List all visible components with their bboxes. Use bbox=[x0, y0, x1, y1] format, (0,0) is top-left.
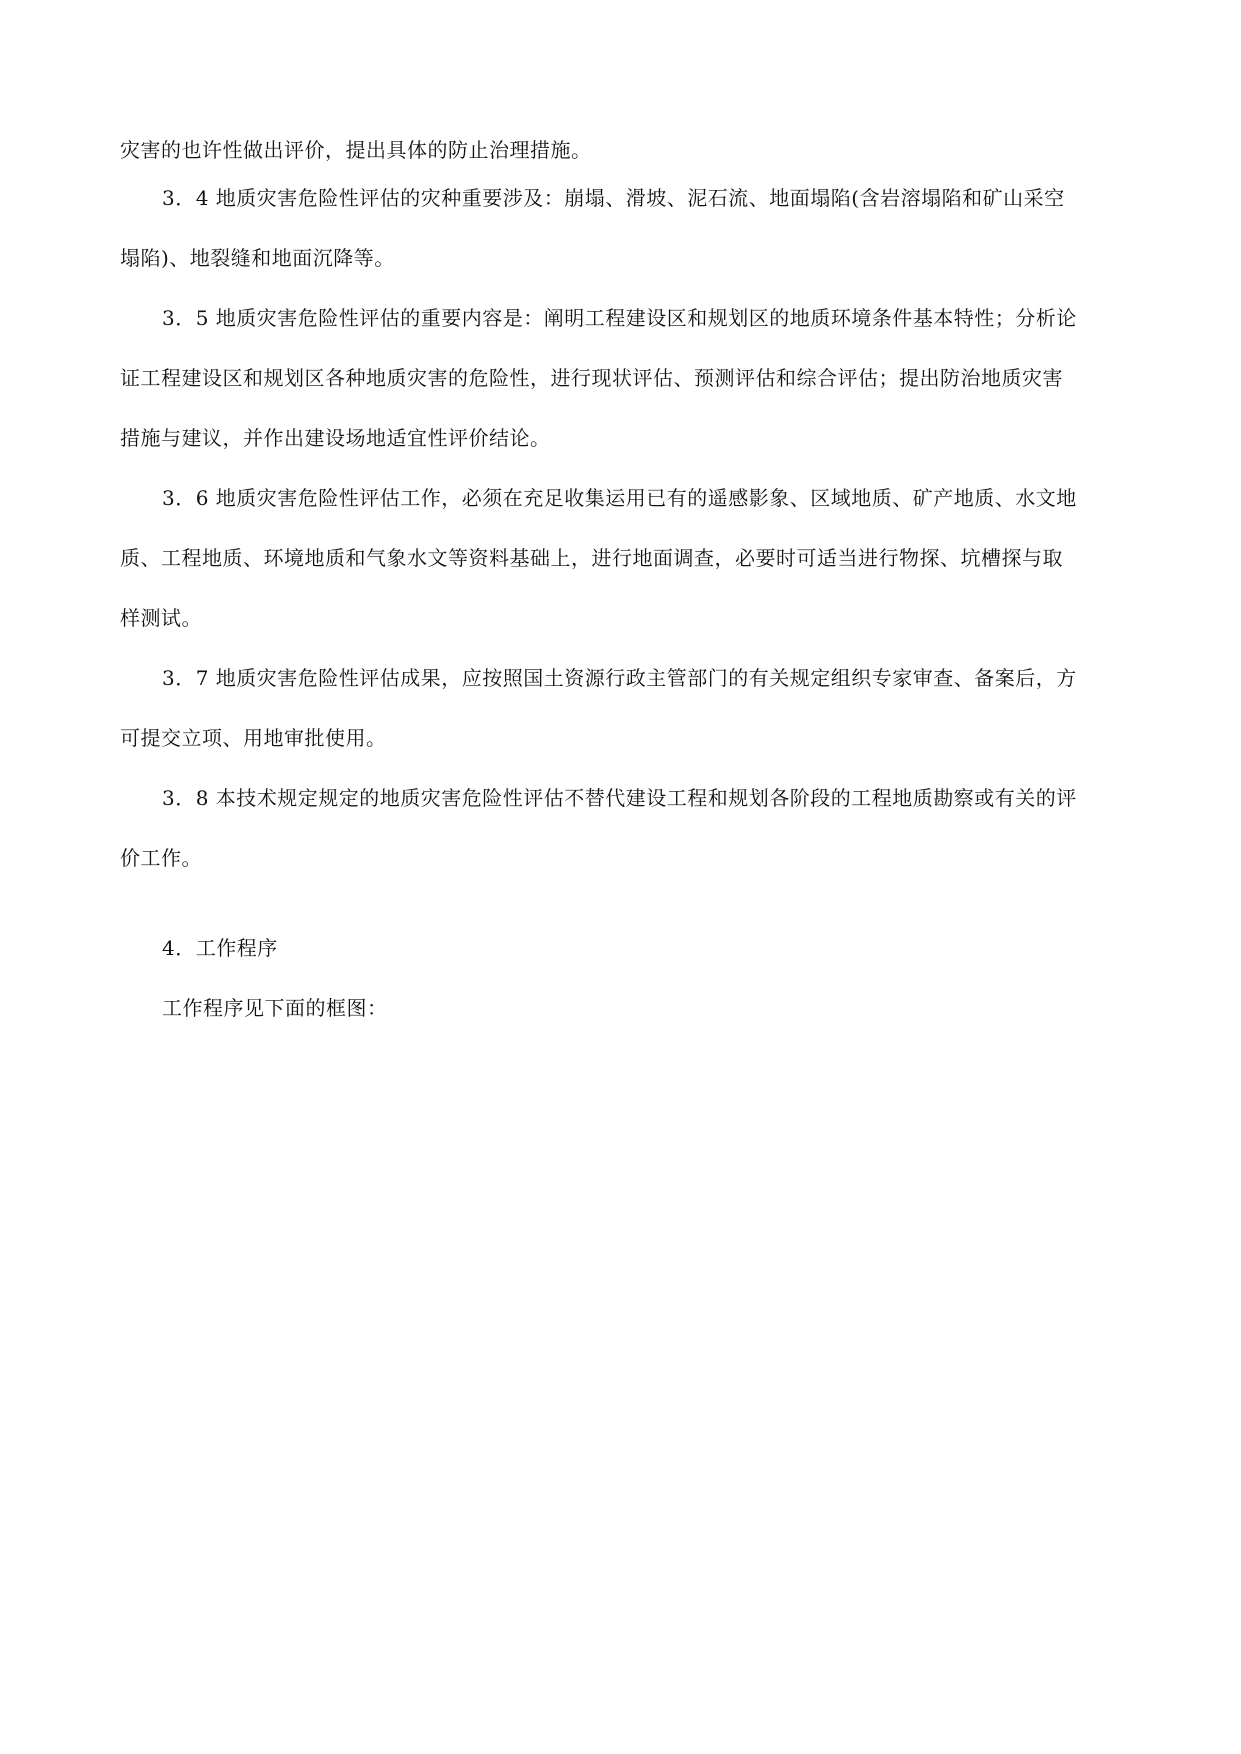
paragraph-line: 3．4 地质灾害危险性评估的灾种重要涉及：崩塌、滑坡、泥石流、地面塌陷(含岩溶塌陷和矿山采空 bbox=[162, 186, 1065, 210]
paragraph-line: 3．7 地质灾害危险性评估成果，应按照国土资源行政主管部门的有关规定组织专家审查、备案后，方 bbox=[162, 666, 1077, 690]
paragraph-line: 3．8 本技术规定规定的地质灾害危险性评估不替代建设工程和规划各阶段的工程地质勘察或有关的评 bbox=[162, 786, 1077, 810]
paragraph-line: 塌陷)、地裂缝和地面沉降等。 bbox=[120, 246, 395, 270]
paragraph-line: 措施与建议，并作出建设场地适宜性评价结论。 bbox=[120, 426, 551, 450]
paragraph-line: 3．6 地质灾害危险性评估工作，必须在充足收集运用已有的遥感影象、区域地质、矿产地质、水文地 bbox=[162, 486, 1077, 510]
paragraph-line: 质、工程地质、环境地质和气象水文等资料基础上，进行地面调查，必要时可适当进行物探、坑槽探与取 bbox=[120, 546, 1063, 570]
paragraph-line: 可提交立项、用地审批使用。 bbox=[120, 726, 387, 750]
paragraph-line: 价工作。 bbox=[120, 846, 202, 870]
paragraph-line: 样测试。 bbox=[120, 606, 202, 630]
paragraph-line: 证工程建设区和规划区各种地质灾害的危险性，进行现状评估、预测评估和综合评估；提出防治地质灾害 bbox=[120, 366, 1063, 390]
section-heading: 4．工作程序 bbox=[162, 936, 278, 960]
paragraph-line: 3．5 地质灾害危险性评估的重要内容是：阐明工程建设区和规划区的地质环境条件基本特性；分析论 bbox=[162, 306, 1077, 330]
paragraph-line: 工作程序见下面的框图： bbox=[162, 996, 388, 1020]
paragraph-line: 灾害的也许性做出评价，提出具体的防止治理措施。 bbox=[120, 138, 592, 162]
